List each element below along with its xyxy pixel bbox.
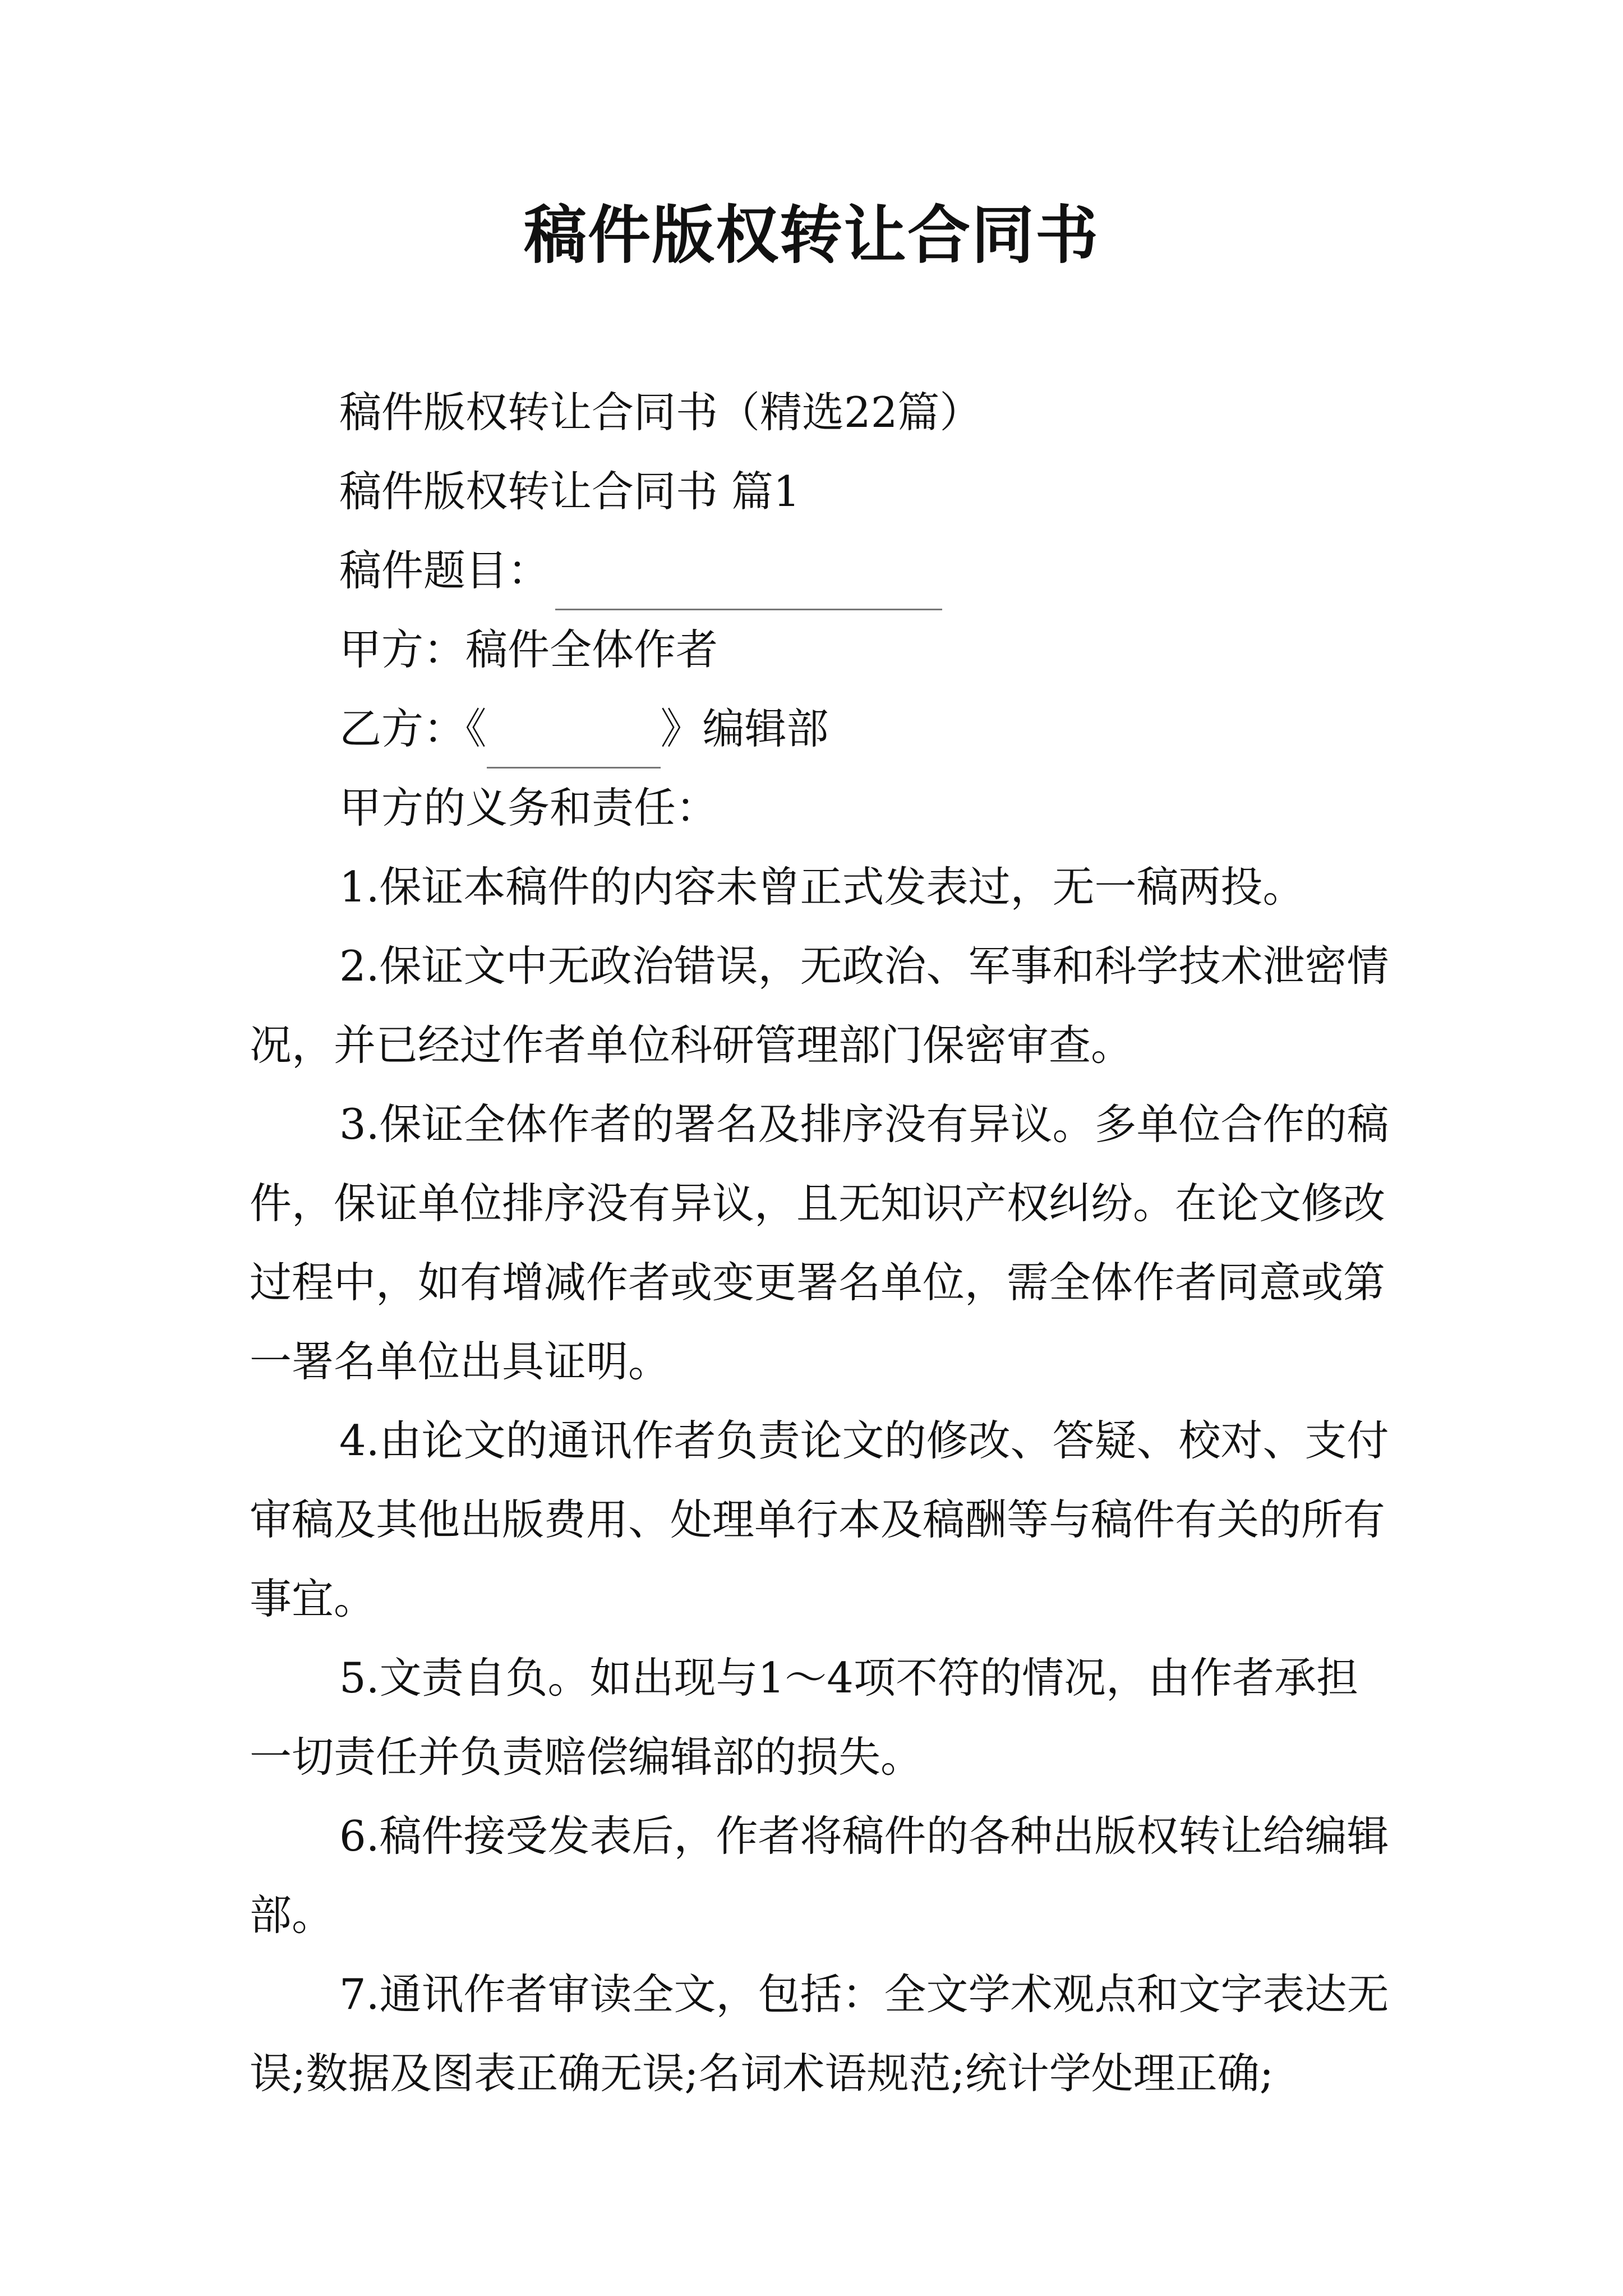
- party-b-prefix: 乙方：《: [339, 704, 487, 753]
- manuscript-title-label: 稿件题目：: [339, 546, 550, 595]
- duty-item-5: 5.文责自负。如出现与1～4项不符的情况，由作者承担一切责任并负责赔偿编辑部的损失。: [250, 1653, 1358, 1782]
- document-body: [250, 373, 1394, 2113]
- duty-item-7: 7.通讯作者审读全文，包括：全文学术观点和文字表达无误;数据及图表正确无误;名词术语规范;统计学处理正确;: [250, 1970, 1389, 2098]
- party-a-duties-heading: 甲方的义务和责任：: [339, 783, 718, 832]
- manuscript-title-blank: [555, 558, 942, 610]
- journal-name-blank: [487, 716, 661, 769]
- document-title: 稿件版权转让合同书: [524, 199, 1099, 272]
- party-a: 甲方：稿件全体作者: [339, 625, 718, 674]
- section-heading: 稿件版权转让合同书 篇1: [339, 467, 800, 516]
- duty-item-3: 3.保证全体作者的署名及排序没有异议。多单位合作的稿件，保证单位排序没有异议，且无知识产权纠纷。在论文修改过程中，如有增减作者或变更署名单位，需全体作者同意或第一署名单位出具证明。: [250, 1099, 1389, 1386]
- party-b-suffix: 》编辑部: [660, 704, 829, 753]
- duty-item-2: 2.保证文中无政治错误，无政治、军事和科学技术泄密情况，并已经过作者单位科研管理部门保密审查。: [250, 941, 1389, 1070]
- subtitle: 稿件版权转让合同书（精选22篇）: [339, 388, 982, 437]
- manuscript-title-line: [250, 531, 1394, 610]
- duty-item-4: 4.由论文的通讯作者负责论文的修改、答疑、校对、支付审稿及其他出版费用、处理单行本及稿酬等与稿件有关的所有事宜。: [250, 1416, 1389, 1623]
- duty-item-1: 1.保证本稿件的内容未曾正式发表过，无一稿两投。: [339, 862, 1305, 912]
- duty-item-6: 6.稿件接受发表后，作者将稿件的各种出版权转让给编辑部。: [250, 1811, 1389, 1940]
- party-b-line: [250, 689, 1394, 769]
